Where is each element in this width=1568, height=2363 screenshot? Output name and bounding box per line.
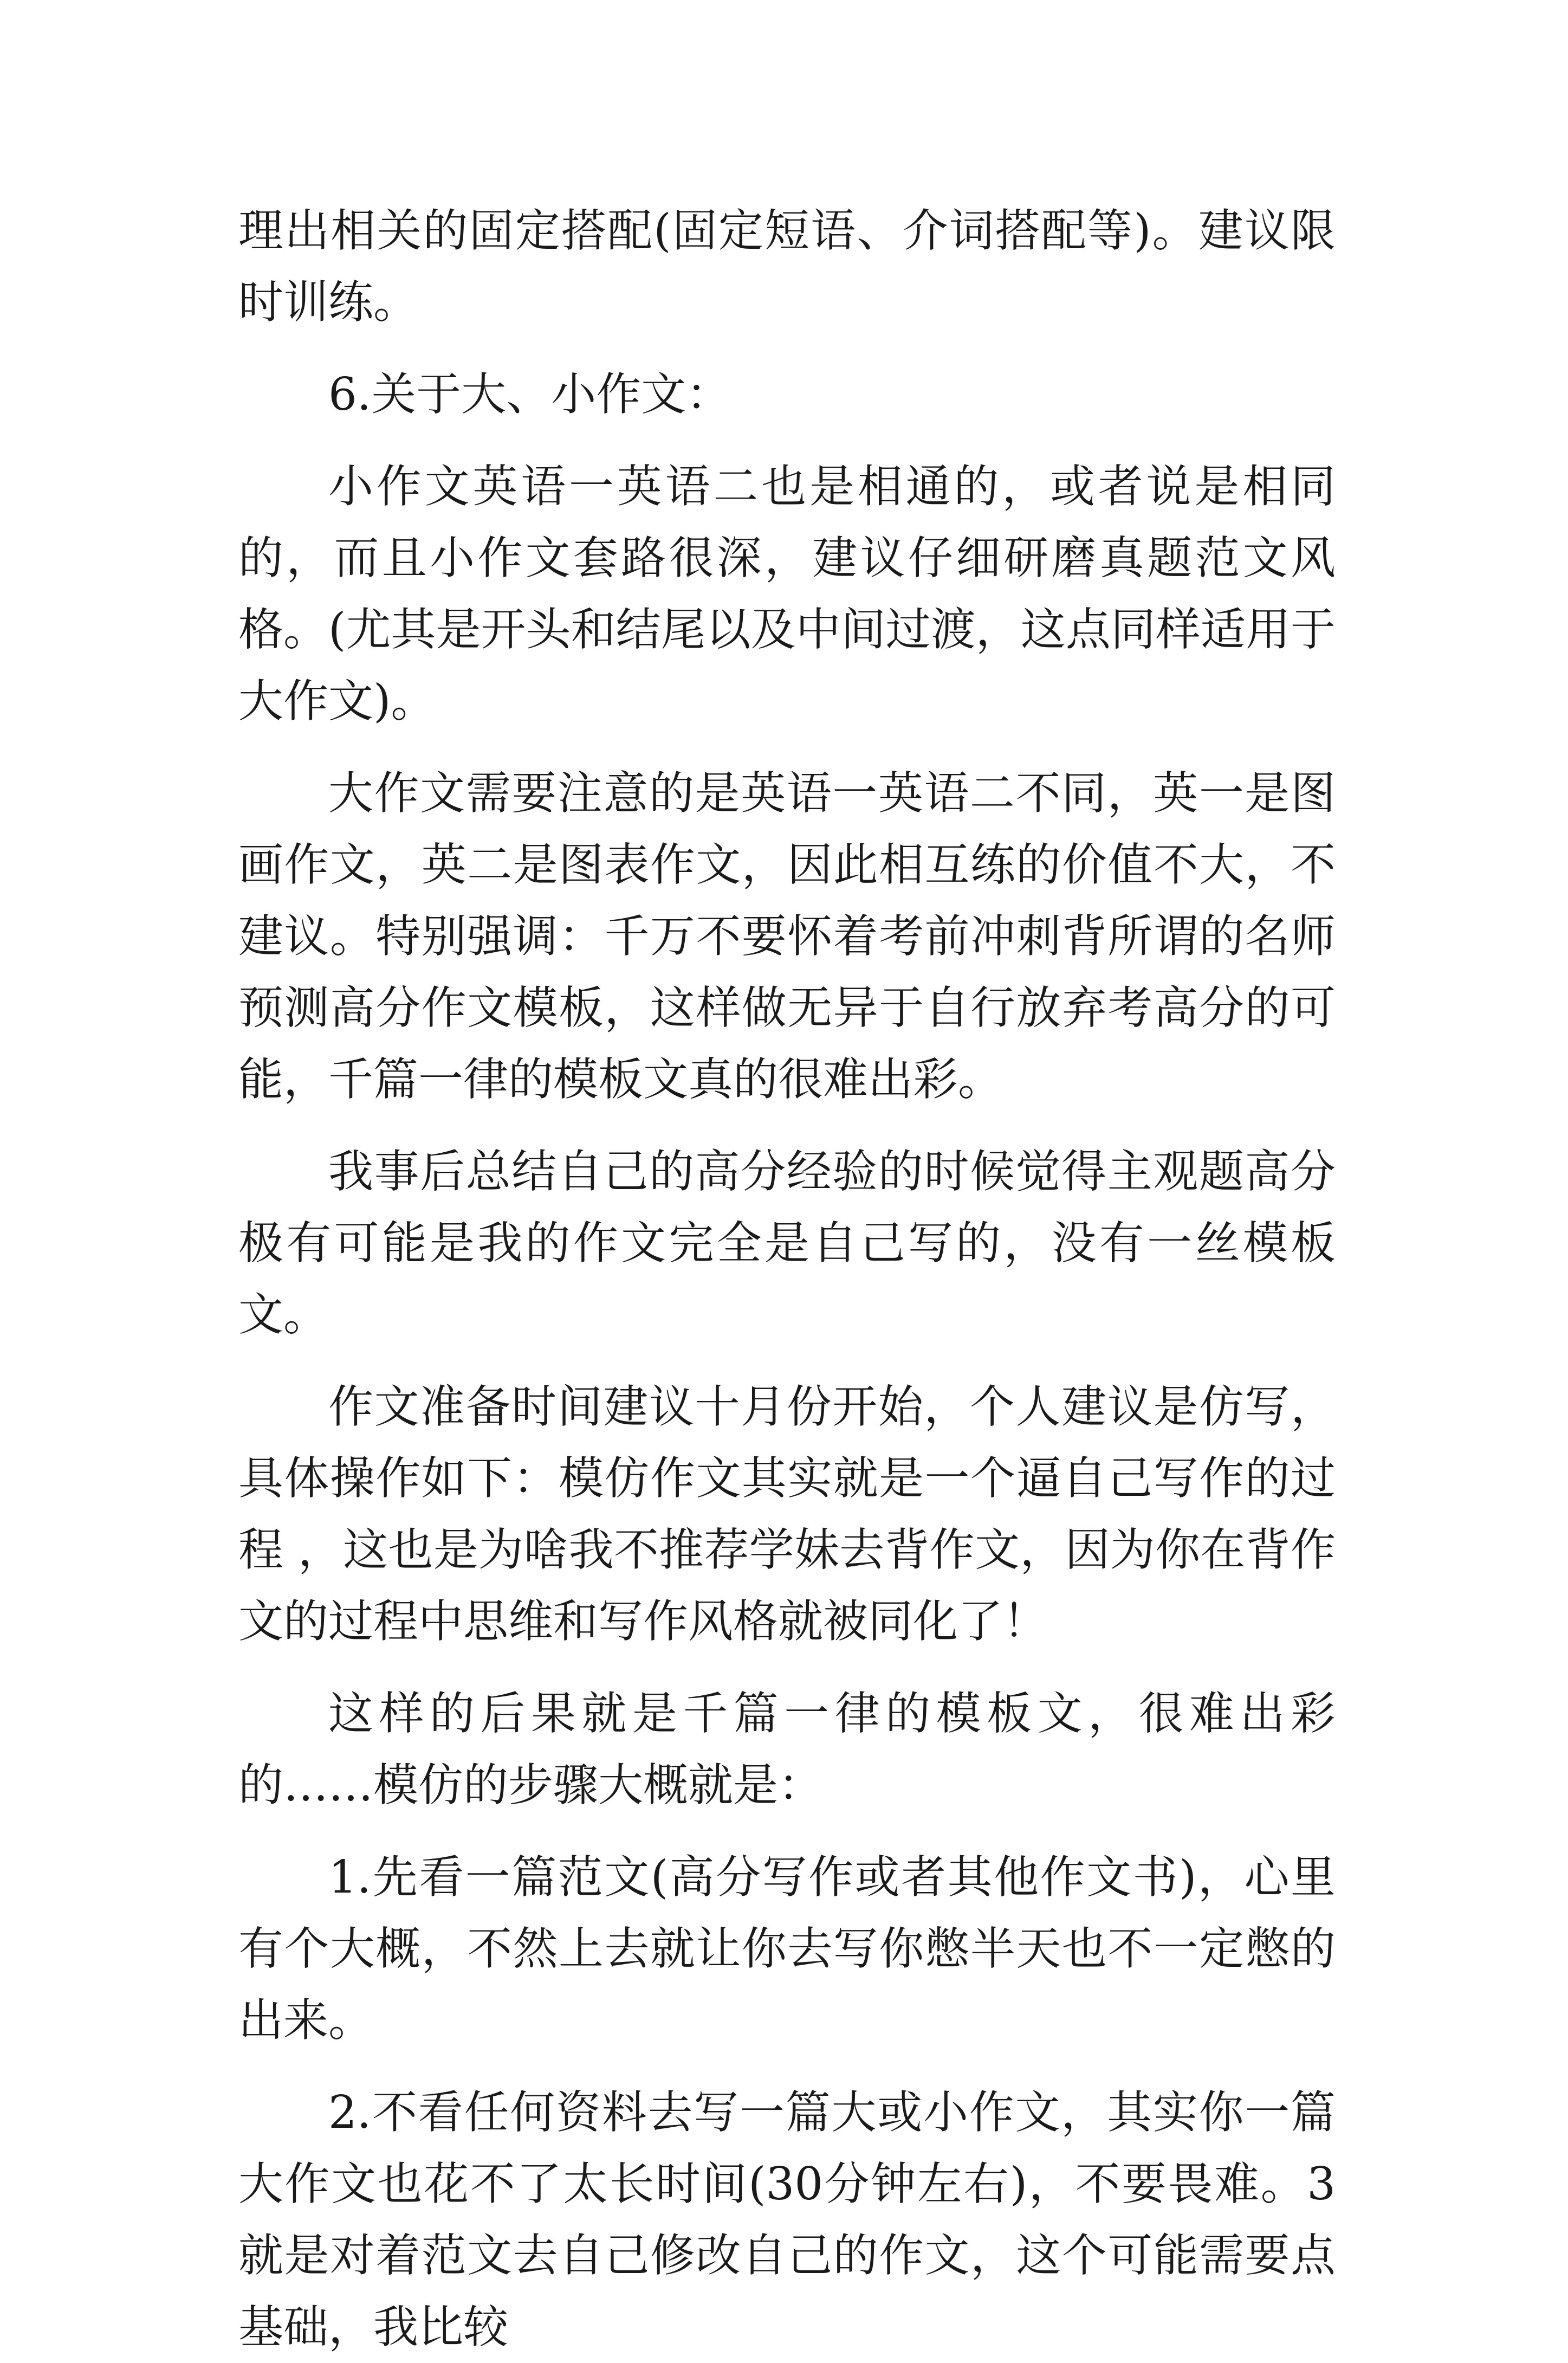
paragraph-consequence: 这样的后果就是千篇一律的模板文，很难出彩的……模仿的步骤大概就是： — [238, 1687, 1336, 1811]
document-body — [238, 195, 1336, 2363]
paragraph-summary: 我事后总结自己的高分经验的时候觉得主观题高分极有可能是我的作文完全是自己写的，没有一丝模板文。 — [238, 1145, 1336, 1341]
paragraph-small-essay: 小作文英语一英语二也是相通的，或者说是相同的，而且小作文套路很深，建议仔细研磨真题范文风格。(尤其是开头和结尾以及中间过渡，这点同样适用于大作文)。 — [238, 460, 1336, 727]
paragraph-step-2: 2.不看任何资料去写一篇大或小作文，其实你一篇大作文也花不了太长时间(30分钟左右)，不要畏难。3就是对着范文去自己修改自己的作文，这个可能需要点基础，我比较 — [238, 2086, 1336, 2353]
paragraph-large-essay: 大作文需要注意的是英语一英语二不同，英一是图画作文，英二是图表作文，因此相互练的价值不大，不建议。特别强调：千万不要怀着考前冲刺背所谓的名师预测高分作文模板，这样做无异于自行放弃考高分的可能，千篇一律的模板文真的很难出彩。 — [238, 767, 1336, 1106]
paragraph-step-1: 1.先看一篇范文(高分写作或者其他作文书)，心里有个大概，不然上去就让你去写你憋半天也不一定憋的出来。 — [238, 1851, 1336, 2046]
paragraph-continuation: 理出相关的固定搭配(固定短语、介词搭配等)。建议限时训练。 — [238, 204, 1336, 328]
paragraph-preparation: 作文准备时间建议十月份开始，个人建议是仿写，具体操作如下：模仿作文其实就是一个逼自己写作的过程 ，这也是为啥我不推荐学妹去背作文，因为你在背作文的过程中思维和写作风格就被同化了！ — [238, 1380, 1336, 1648]
paragraph-heading-essays: 6.关于大、小作文： — [328, 368, 731, 421]
